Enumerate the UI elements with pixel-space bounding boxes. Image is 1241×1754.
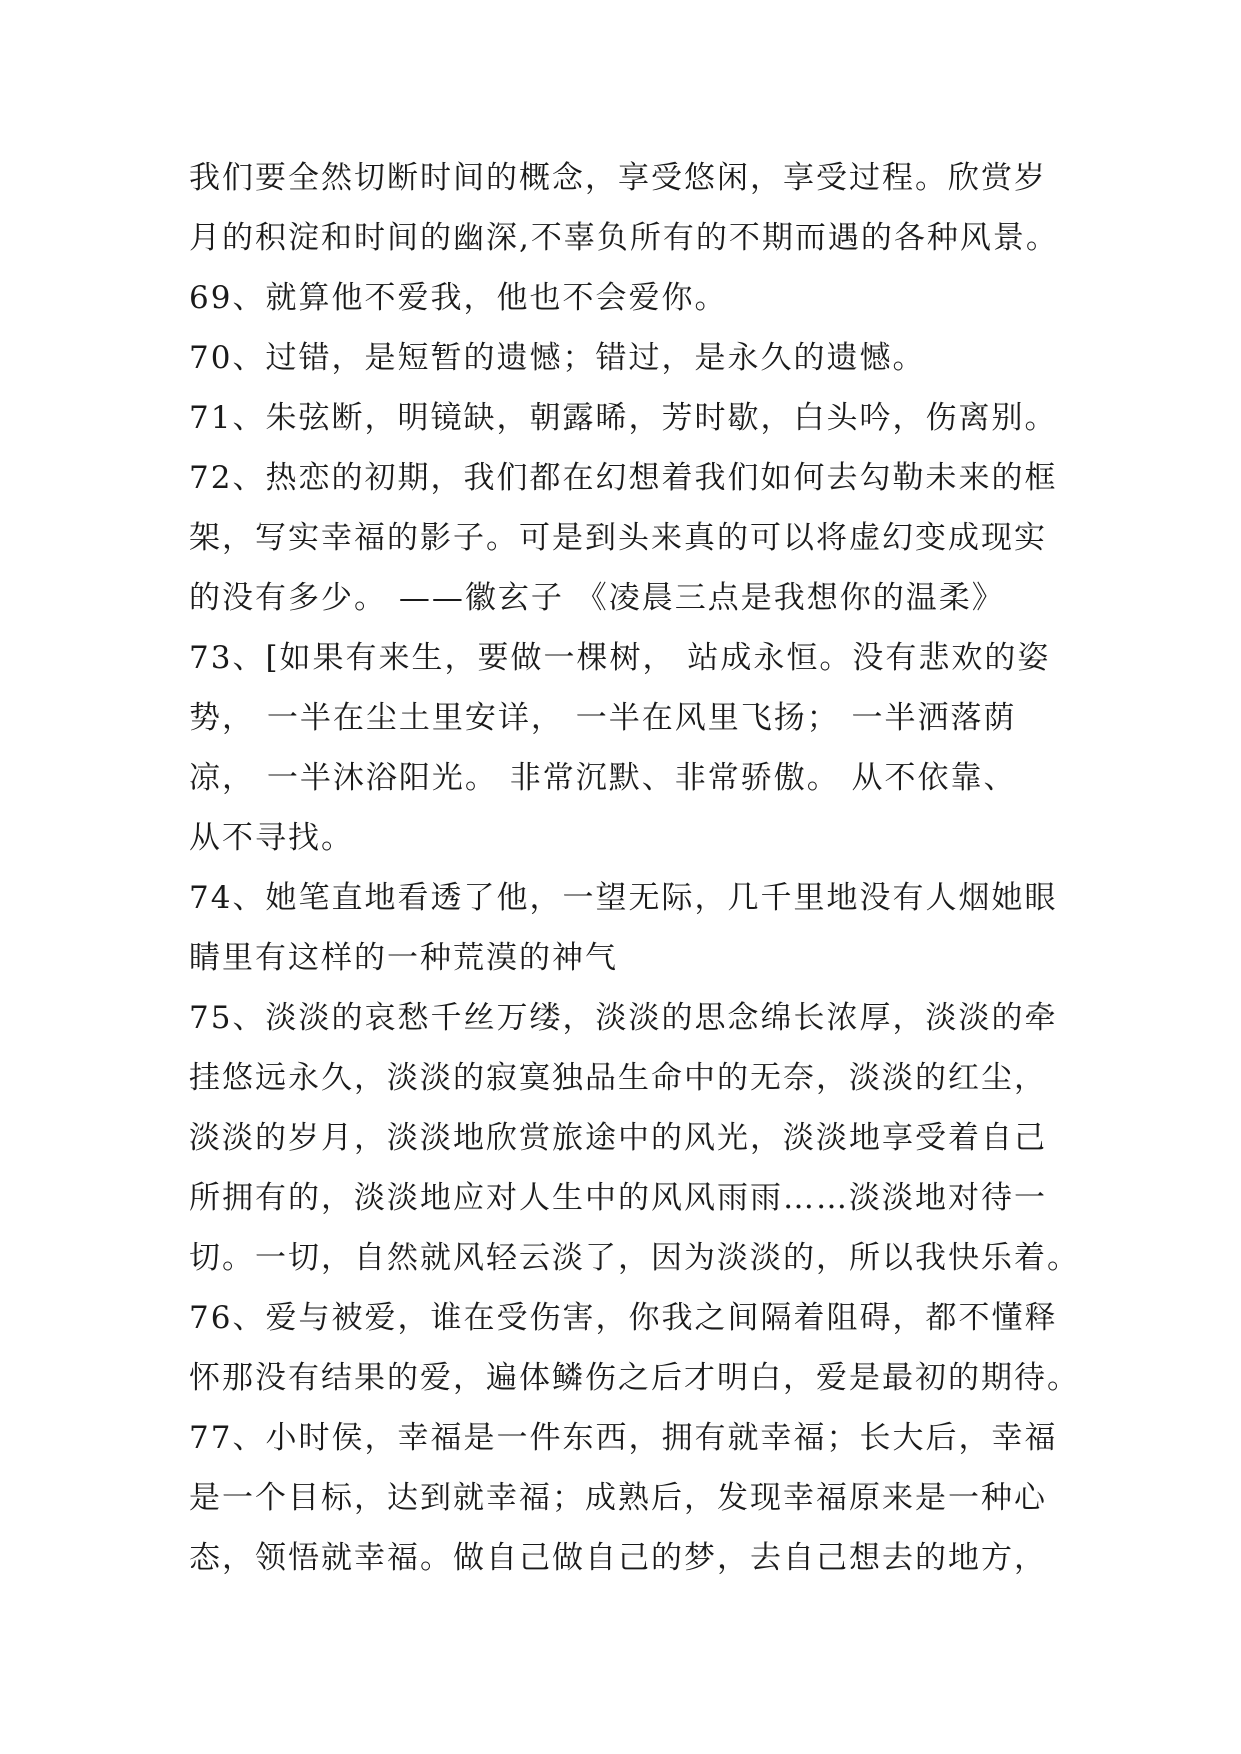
- text-line: 从不寻找。: [189, 820, 354, 856]
- text-line: 我们要全然切断时间的概念，享受悠闲，享受过程。欣赏岁: [189, 160, 1047, 196]
- text-line: 架，写实幸福的影子。可是到头来真的可以将虚幻变成现实: [189, 520, 1047, 556]
- text-line: 76、爱与被爱，谁在受伤害，你我之间隔着阻碍，都不懂释: [189, 1300, 1058, 1336]
- text-line: 75、淡淡的哀愁千丝万缕，淡淡的思念绵长浓厚，淡淡的牵: [189, 1000, 1058, 1036]
- text-line: 69、就算他不爱我，他也不会爱你。: [189, 280, 728, 316]
- text-line: 凉， 一半沐浴阳光。 非常沉默、非常骄傲。 从不依靠、: [189, 760, 1017, 796]
- text-line: 77、小时侯，幸福是一件东西，拥有就幸福；长大后，幸福: [189, 1420, 1058, 1456]
- text-line: 74、她笔直地看透了他，一望无际，几千里地没有人烟她眼: [189, 880, 1058, 916]
- text-line: 73、[如果有来生，要做一棵树， 站成永恒。没有悲欢的姿: [189, 640, 1051, 676]
- text-line: 72、热恋的初期，我们都在幻想着我们如何去勾勒未来的框: [189, 460, 1058, 496]
- text-line: 所拥有的，淡淡地应对人生中的风风雨雨……淡淡地对待一: [189, 1180, 1047, 1216]
- text-line: 月的积淀和时间的幽深,不辜负所有的不期而遇的各种风景。: [189, 220, 1059, 256]
- text-line: 切。一切，自然就风轻云淡了，因为淡淡的，所以我快乐着。: [189, 1240, 1080, 1276]
- text-line: 的没有多少。 ——徽玄子 《凌晨三点是我想你的温柔》: [189, 580, 1005, 616]
- text-line: 挂悠远永久，淡淡的寂寞独品生命中的无奈，淡淡的红尘，: [189, 1060, 1047, 1096]
- text-line: 70、过错，是短暂的遗憾；错过，是永久的遗憾。: [189, 340, 926, 376]
- text-line: 71、朱弦断，明镜缺，朝露晞，芳时歇，白头吟，伤离别。: [189, 400, 1058, 436]
- document-body: [189, 160, 1089, 1603]
- text-line: 态，领悟就幸福。做自己做自己的梦，去自己想去的地方，: [189, 1540, 1047, 1576]
- text-line: 怀那没有结果的爱，遍体鳞伤之后才明白，爱是最初的期待。: [189, 1360, 1080, 1396]
- text-line: 是一个目标，达到就幸福；成熟后，发现幸福原来是一种心: [189, 1480, 1047, 1516]
- text-line: 势， 一半在尘土里安详， 一半在风里飞扬； 一半洒落荫: [189, 700, 1017, 736]
- text-line: 睛里有这样的一种荒漠的神气: [189, 940, 618, 976]
- text-line: 淡淡的岁月，淡淡地欣赏旅途中的风光，淡淡地享受着自己: [189, 1120, 1047, 1156]
